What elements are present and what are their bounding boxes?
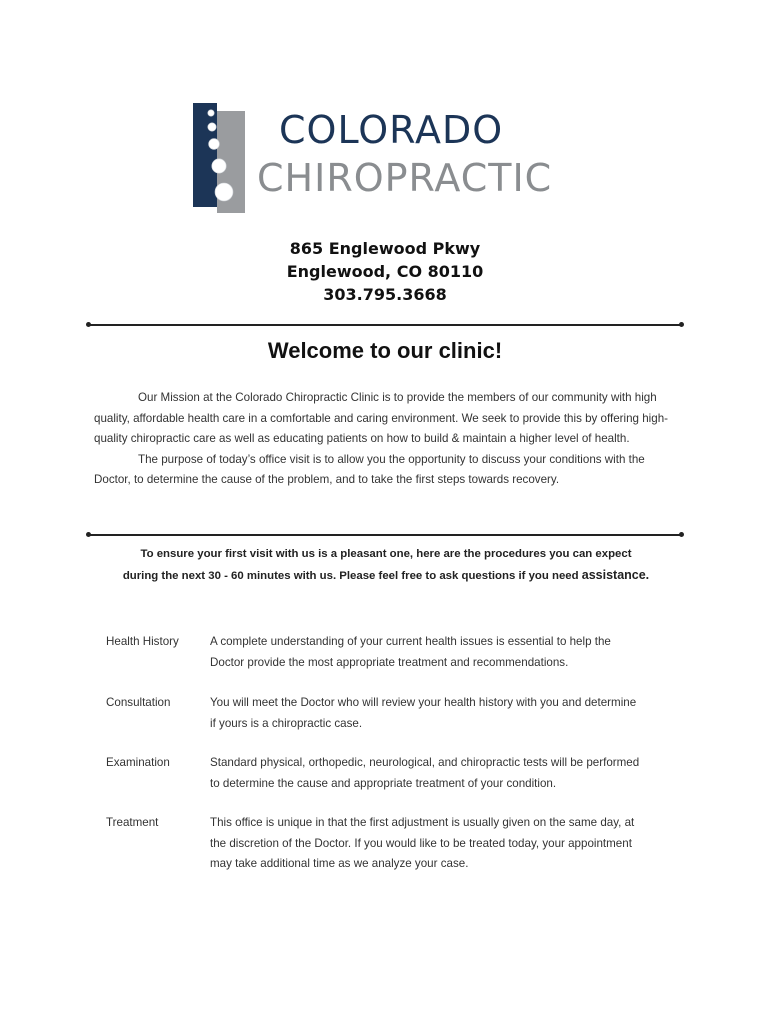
mission-statement	[94, 388, 684, 491]
address-phone: 303.795.3668	[323, 285, 447, 304]
procedure-description: Standard physical, orthopedic, neurological, and chiropractic tests will be performed to determine the cause and appropriate treatment of your condition.	[210, 756, 640, 790]
procedure-description: This office is unique in that the first adjustment is usually given on the same day, at the discretion of the Doctor. If you would like to be treated today, your appointment may take additional time as we analyze your case.	[210, 816, 635, 870]
welcome-heading: Welcome to our clinic!	[267, 338, 503, 363]
address-street: 865 Englewood Pkwy	[289, 239, 481, 258]
procedure-description: You will meet the Doctor who will review your health history with you and determine if yours is a chiropractic case.	[210, 696, 637, 730]
address-city: Englewood, CO 80110	[286, 262, 484, 281]
divider	[88, 534, 682, 536]
purpose-paragraph: The purpose of today’s office visit is to allow you the opportunity to discuss your conditions with the Doctor, to determine the cause of the problem, and to take the first steps towards recovery.	[94, 452, 645, 486]
divider	[88, 324, 682, 326]
procedure-label: Health History	[106, 635, 179, 648]
intro-line-2	[100, 565, 672, 587]
procedure-label: Examination	[106, 756, 170, 769]
clinic-address	[0, 237, 770, 306]
spine-logo-icon	[193, 103, 247, 213]
intro-line-1: To ensure your first visit with us is a pleasant one, here are the procedures you can expect	[140, 548, 632, 560]
logo-text-chiropractic: CHIROPRACTIC	[257, 156, 553, 200]
intro-line-2-end: assistance.	[581, 568, 650, 582]
procedure-label: Treatment	[106, 816, 159, 829]
intro-line-2-text: during the next 30 - 60 minutes with us. Please feel free to ask questions if you need	[122, 570, 579, 582]
procedure-description: A complete understanding of your current health issues is essential to help the Doctor provide the most appropriate treatment and recommendations.	[210, 635, 611, 669]
procedure-label: Consultation	[106, 696, 171, 709]
logo-text-colorado: COLORADO	[279, 108, 504, 152]
mission-paragraph: Our Mission at the Colorado Chiropractic Clinic is to provide the members of our community with high quality, affordable health care in a comfortable and caring environment. We seek to provide this by offering high-quality chiropractic care as well as educating patients on how to build & maintain a higher level of health.	[94, 391, 669, 445]
clinic-logo	[193, 103, 563, 213]
procedures-intro	[100, 544, 672, 587]
